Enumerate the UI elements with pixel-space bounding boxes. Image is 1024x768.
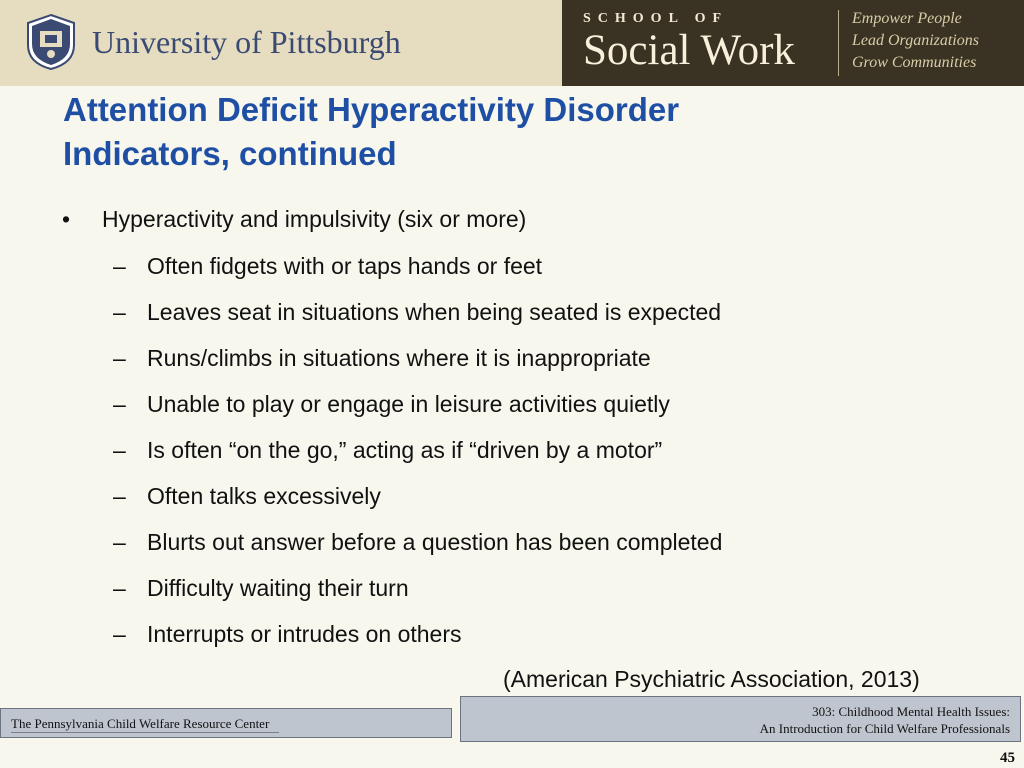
list-item-text: Often talks excessively: [147, 483, 381, 509]
main-bullet-text: Hyperactivity and impulsivity (six or more): [102, 206, 527, 232]
title-line-1: Attention Deficit Hyperactivity Disorder: [63, 91, 680, 128]
tagline-grow: Grow Communities: [852, 54, 977, 71]
header-banner: [0, 0, 1024, 86]
dash-marker: –: [113, 253, 126, 279]
list-item: [113, 436, 722, 482]
slide-title: [63, 88, 963, 176]
dash-marker: –: [113, 483, 126, 509]
bullet-marker: •: [62, 206, 71, 232]
school-of-label: SCHOOL OF: [583, 11, 729, 26]
list-item: [113, 528, 722, 574]
list-item-text: Difficulty waiting their turn: [147, 575, 409, 601]
list-item-text: Is often “on the go,” acting as if “driven by a motor”: [147, 437, 663, 463]
list-item-text: Runs/climbs in situations where it is inappropriate: [147, 345, 651, 371]
footer-course-line-1: 303: Childhood Mental Health Issues:: [812, 704, 1010, 719]
social-work-label: Social Work: [583, 27, 795, 74]
list-item: [113, 298, 722, 344]
footer-course-box: [460, 696, 1021, 742]
dash-marker: –: [113, 391, 126, 417]
list-item: [113, 390, 722, 436]
list-item-text: Leaves seat in situations when being seated is expected: [147, 299, 722, 325]
list-item-text: Often fidgets with or taps hands or feet: [147, 253, 543, 279]
list-item-text: Blurts out answer before a question has been completed: [147, 529, 723, 555]
dash-marker: –: [113, 621, 126, 647]
title-line-2: Indicators, continued: [63, 135, 397, 172]
footer-org-box: [0, 708, 452, 738]
tagline-empower: Empower People: [852, 10, 962, 27]
list-item-text: Unable to play or engage in leisure activities quietly: [147, 391, 670, 417]
main-bullet: [62, 206, 526, 233]
citation: (American Psychiatric Association, 2013): [503, 666, 920, 692]
list-item: [113, 574, 722, 620]
indicator-list: [113, 252, 722, 666]
footer-course-line-2: An Introduction for Child Welfare Professionals: [759, 721, 1010, 736]
dash-marker: –: [113, 529, 126, 555]
university-seal-icon: [24, 13, 78, 71]
page-number: 45: [1000, 750, 1015, 766]
university-name: University of Pittsburgh: [92, 24, 401, 60]
list-item: [113, 482, 722, 528]
university-banner: [0, 0, 562, 86]
list-item-text: Interrupts or intrudes on others: [147, 621, 462, 647]
dash-marker: –: [113, 299, 126, 325]
dash-marker: –: [113, 345, 126, 371]
list-item: [113, 620, 722, 666]
tagline-lead: Lead Organizations: [852, 32, 979, 49]
list-item: [113, 344, 722, 390]
footer-org-name: The Pennsylvania Child Welfare Resource Center: [11, 716, 279, 733]
banner-divider: [838, 10, 839, 76]
dash-marker: –: [113, 575, 126, 601]
dash-marker: –: [113, 437, 126, 463]
list-item: [113, 252, 722, 298]
